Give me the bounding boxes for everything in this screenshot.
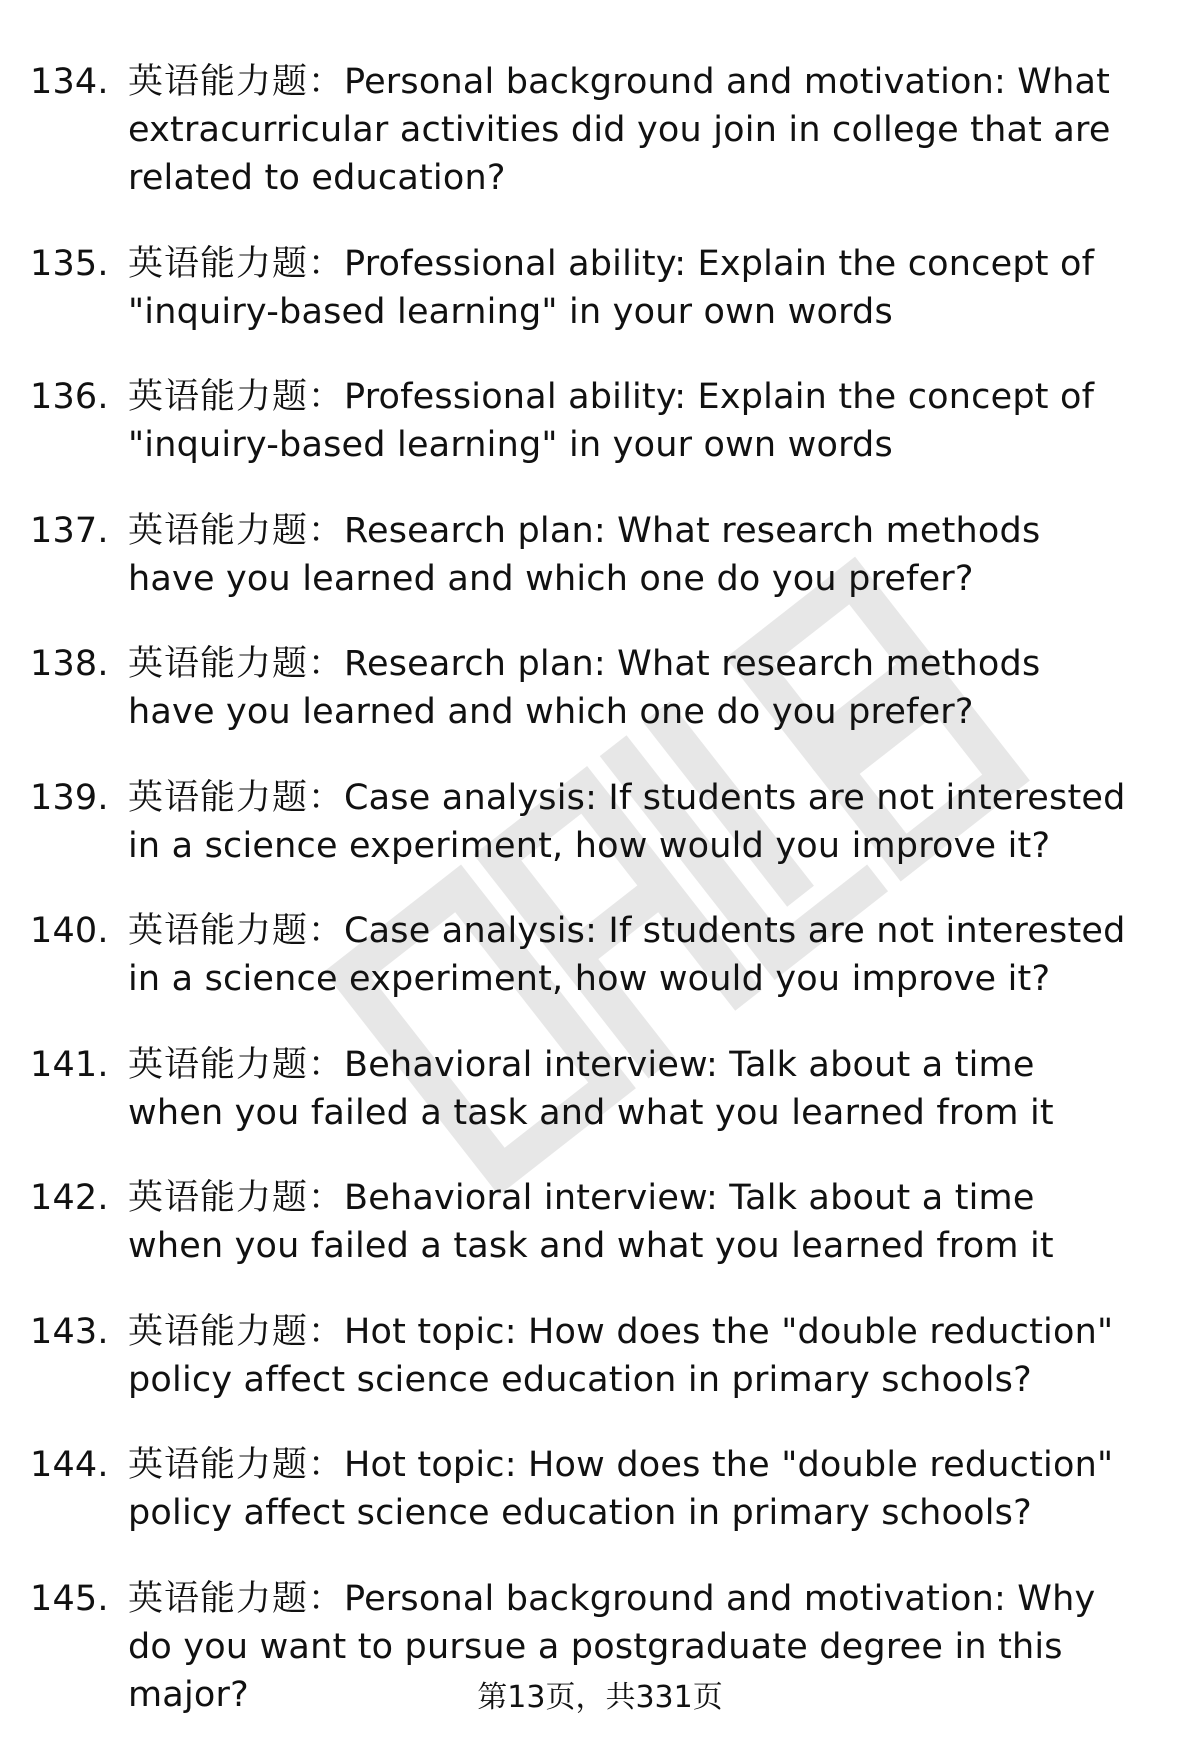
question-number: 134.	[30, 62, 109, 102]
question-item	[30, 58, 1150, 202]
question-number: 138.	[30, 644, 109, 684]
question-prefix: 英语能力题：	[128, 510, 345, 551]
question-item	[30, 640, 1150, 736]
question-item	[30, 1441, 1150, 1537]
question-prefix: 英语能力题：	[128, 777, 345, 818]
question-body	[128, 907, 1133, 1003]
question-number: 136.	[30, 377, 109, 417]
question-body	[128, 774, 1133, 870]
page-footer: 第13页，共331页	[477, 1680, 723, 1715]
question-text: Case analysis: If students are not interested in a science experiment, how would you improve it?	[128, 777, 1126, 866]
question-number: 144.	[30, 1445, 109, 1485]
question-prefix: 英语能力题：	[128, 1178, 345, 1218]
question-number: 141.	[30, 1044, 109, 1085]
question-prefix: 英语能力题：	[128, 644, 345, 684]
question-prefix: 英语能力题：	[128, 62, 345, 102]
question-text: Behavioral interview: Talk about a time when you failed a task and what you learned from it	[128, 1178, 1054, 1266]
question-text: Case analysis: If students are not interested in a science experiment, how would you improve it?	[128, 911, 1126, 999]
question-text: Research plan: What research methods have you learned and which one do you prefer?	[128, 510, 1041, 599]
question-body	[128, 1308, 1133, 1404]
question-body	[128, 1174, 1133, 1270]
question-prefix: 英语能力题：	[128, 243, 345, 284]
question-number: 145.	[30, 1578, 109, 1619]
question-text: Research plan: What research methods have you learned and which one do you prefer?	[128, 644, 1041, 732]
question-item	[30, 1174, 1150, 1270]
question-prefix: 英语能力题：	[128, 1311, 345, 1352]
question-prefix: 英语能力题：	[128, 1044, 345, 1085]
question-prefix: 英语能力题：	[128, 911, 345, 951]
question-text: Personal background and motivation: What extracurricular activities did you join in college that are related to education?	[128, 62, 1111, 198]
question-prefix: 英语能力题：	[128, 1578, 345, 1619]
question-number: 143.	[30, 1311, 109, 1352]
question-number: 139.	[30, 777, 109, 818]
question-body	[128, 58, 1133, 202]
question-body	[128, 507, 1133, 603]
question-number: 142.	[30, 1178, 109, 1218]
question-item	[30, 1308, 1150, 1404]
question-number: 137.	[30, 510, 109, 551]
question-item	[30, 774, 1150, 870]
question-item	[30, 907, 1150, 1003]
question-number: 140.	[30, 911, 109, 951]
question-prefix: 英语能力题：	[128, 377, 345, 417]
question-body	[128, 240, 1133, 336]
question-text: Behavioral interview: Talk about a time when you failed a task and what you learned from it	[128, 1044, 1054, 1133]
question-list	[30, 58, 1150, 1756]
question-text: Professional ability: Explain the concept of "inquiry-based learning" in your own words	[128, 243, 1095, 332]
question-body	[128, 1441, 1133, 1537]
question-text: Personal background and motivation: Why do you want to pursue a postgraduate degree in this major?	[128, 1578, 1096, 1715]
question-body	[128, 373, 1133, 469]
question-text: Hot topic: How does the "double reduction" policy affect science education in primary schools?	[128, 1311, 1114, 1400]
question-item	[30, 373, 1150, 469]
question-body	[128, 1041, 1133, 1137]
question-item	[30, 1041, 1150, 1137]
question-text: Professional ability: Explain the concept of "inquiry-based learning" in your own words	[128, 377, 1095, 465]
question-prefix: 英语能力题：	[128, 1445, 345, 1485]
question-item	[30, 240, 1150, 336]
question-item	[30, 507, 1150, 603]
question-text: Hot topic: How does the "double reduction" policy affect science education in primary schools?	[128, 1445, 1114, 1533]
question-number: 135.	[30, 243, 109, 284]
question-body	[128, 640, 1133, 736]
